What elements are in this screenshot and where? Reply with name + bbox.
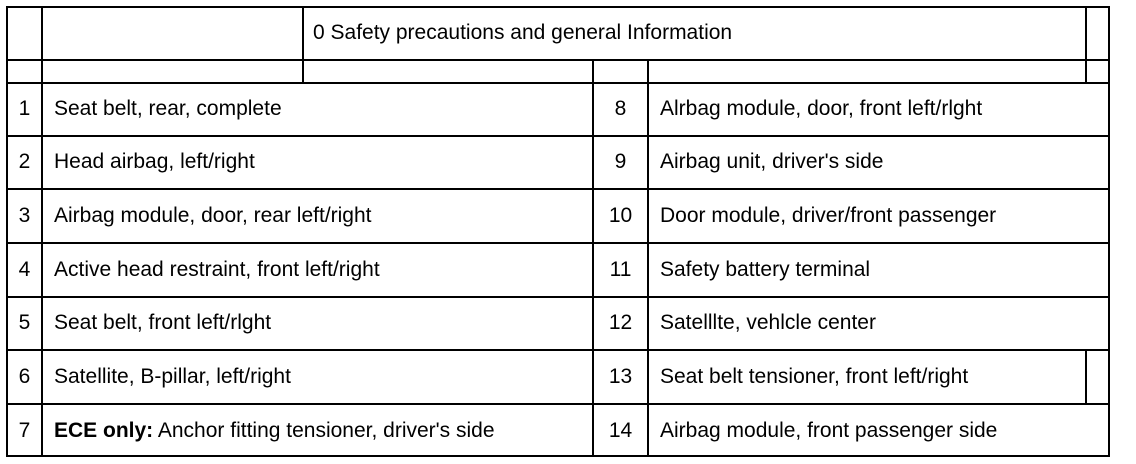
item-number: 4 (18, 258, 31, 281)
item-number: 3 (18, 204, 31, 227)
item-label: Alrbag module, door, front left/rlght (660, 97, 983, 120)
item-label: Door module, driver/front passenger (660, 204, 997, 227)
section-title: 0 Safety precautions and general Information (313, 21, 733, 44)
item-label: Airbag module, front passenger side (660, 419, 998, 442)
row-divider (6, 349, 1110, 351)
item-label (54, 419, 495, 443)
item-label: Airbag module, door, rear left/right (54, 204, 372, 227)
item-number: 2 (18, 150, 31, 173)
item-label: Head airbag, left/right (54, 150, 255, 173)
row-divider (6, 296, 1110, 298)
item-number: 10 (608, 204, 633, 227)
item-label: Seat belt, front left/rlght (54, 311, 272, 334)
item-number: 7 (18, 419, 31, 442)
item-number: 1 (18, 97, 31, 120)
item-number: 12 (608, 311, 633, 334)
col-divider (1085, 6, 1087, 84)
item-number: 6 (18, 365, 31, 388)
row-divider (6, 82, 1110, 84)
item-number: 9 (614, 150, 627, 173)
item-number: 14 (608, 419, 633, 442)
item-label: Satellite, B-pillar, left/right (54, 365, 291, 388)
item-number: 11 (609, 258, 632, 281)
col-divider (302, 6, 304, 84)
item-label: Satelllte, vehlcle center (660, 311, 876, 334)
row-divider (6, 403, 1110, 405)
row-divider (6, 59, 1110, 61)
col-divider (1085, 349, 1087, 405)
row-divider (6, 135, 1110, 137)
item-number: 5 (18, 311, 31, 334)
item-label: Safety battery terminal (660, 258, 871, 281)
row-divider (6, 242, 1110, 244)
item-number: 8 (614, 97, 627, 120)
item-label-text: Anchor fitting tensioner, driver's side (153, 419, 495, 442)
legend-table (6, 6, 1110, 457)
col-divider (41, 6, 43, 457)
item-label: Active head restraint, front left/right (54, 258, 380, 281)
ece-only-label: ECE only: (54, 419, 154, 442)
item-label: Seat belt, rear, complete (54, 97, 282, 120)
item-number: 13 (608, 365, 633, 388)
col-divider (647, 59, 649, 457)
row-divider (6, 188, 1110, 190)
item-label: Airbag unit, driver's side (660, 150, 884, 173)
item-label: Seat belt tensioner, front left/right (660, 365, 969, 388)
